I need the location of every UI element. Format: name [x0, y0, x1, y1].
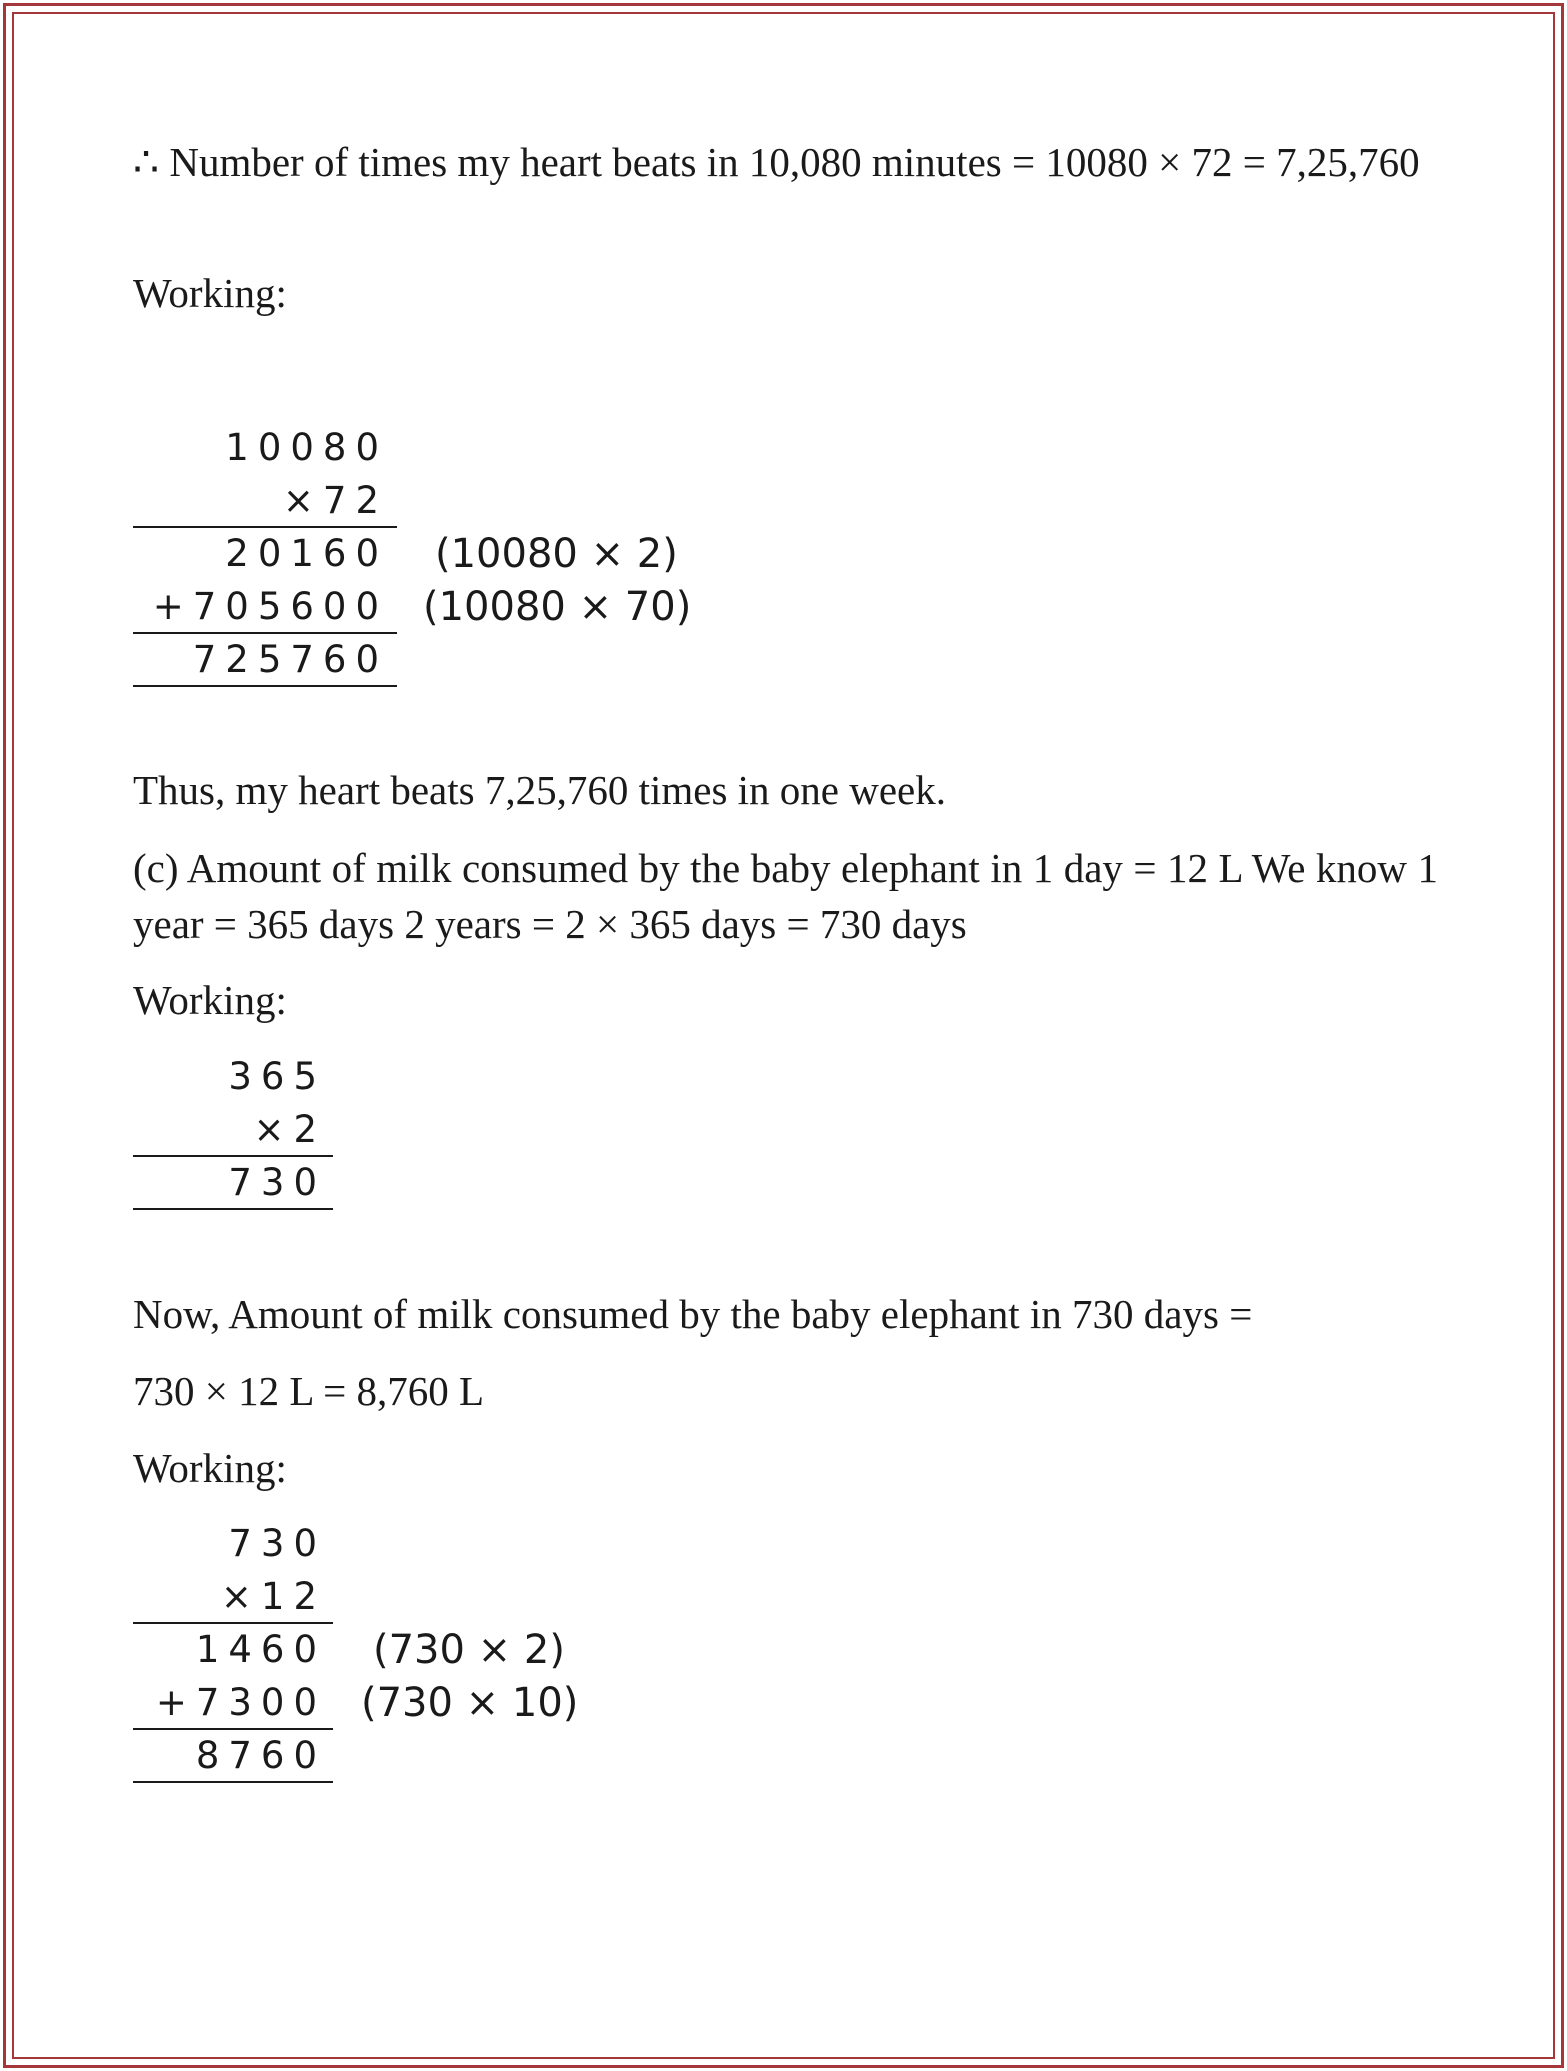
calc3-partial2: +7300: [155, 1681, 326, 1724]
calc1-partial1-note: (10080 × 2): [435, 531, 678, 577]
calc2-multiplier-row: [133, 1105, 326, 1155]
heart-beats-paragraph: [133, 134, 1438, 190]
working-label-1: Working:: [133, 270, 287, 316]
calc1-multiplier: ×72: [282, 479, 388, 522]
calc2-result-row: [133, 1158, 326, 1208]
calc1-result-row: [133, 635, 388, 685]
calc1-result: 725760: [192, 638, 388, 681]
calc2-result: 730: [228, 1161, 326, 1204]
calc1-rule-top: [133, 526, 397, 528]
calc2-multiplicand: 365: [228, 1055, 326, 1098]
calc1-partial1: 20160: [225, 532, 388, 575]
calc1-multiplicand-row: [133, 423, 388, 473]
calc1-partial2-note: (10080 × 70): [423, 584, 692, 630]
calc3-multiplicand-row: [133, 1519, 326, 1569]
calc3-partial1: 1460: [195, 1628, 326, 1671]
calc3-multiplier: ×12: [220, 1575, 326, 1618]
calc3-rule-middle: [133, 1728, 333, 1730]
milk-total-equation: 730 × 12 L = 8,760 L: [133, 1368, 485, 1414]
calc2-multiplicand-row: [133, 1052, 326, 1102]
heart-beats-conclusion: Thus, my heart beats 7,25,760 times in one week.: [133, 767, 946, 813]
calc1-partial1-row: [133, 529, 678, 579]
calc1-rule-bottom: [133, 685, 397, 687]
calc2-multiplier: ×2: [253, 1108, 326, 1151]
calc2-rule-bottom: [133, 1208, 333, 1210]
calc3-partial1-note: (730 × 2): [373, 1627, 565, 1673]
calc2-rule-top: [133, 1155, 333, 1157]
calc3-rule-top: [133, 1622, 333, 1624]
milk-per-day-paragraph: (c) Amount of milk consumed by the baby elephant in 1 day = 12 L We know 1 year = 365 days 2 years = 2 × 365 days = 730 days: [133, 845, 1438, 947]
calc1-multiplicand: 10080: [225, 426, 388, 469]
therefore-symbol: ∴: [133, 139, 160, 185]
working-label-2: Working:: [133, 977, 287, 1023]
calc1-partial2-row: [133, 582, 692, 632]
calc3-partial2-row: [133, 1678, 579, 1728]
calc3-multiplier-row: [133, 1572, 326, 1622]
calc1-partial2: +705600: [152, 585, 388, 628]
calc3-multiplicand: 730: [228, 1522, 326, 1565]
calc3-result: 8760: [195, 1734, 326, 1777]
calc3-rule-bottom: [133, 1781, 333, 1783]
calc3-partial2-note: (730 × 10): [361, 1680, 579, 1726]
calc3-partial1-row: [133, 1625, 565, 1675]
milk-730-days-paragraph: Now, Amount of milk consumed by the baby elephant in 730 days =: [133, 1291, 1253, 1337]
calc1-multiplier-row: [133, 476, 388, 526]
calc3-result-row: [133, 1731, 326, 1781]
working-label-3: Working:: [133, 1445, 287, 1491]
calc1-rule-middle: [133, 632, 397, 634]
heart-beats-text: Number of times my heart beats in 10,080 minutes = 10080 × 72 = 7,25,760: [159, 139, 1420, 185]
